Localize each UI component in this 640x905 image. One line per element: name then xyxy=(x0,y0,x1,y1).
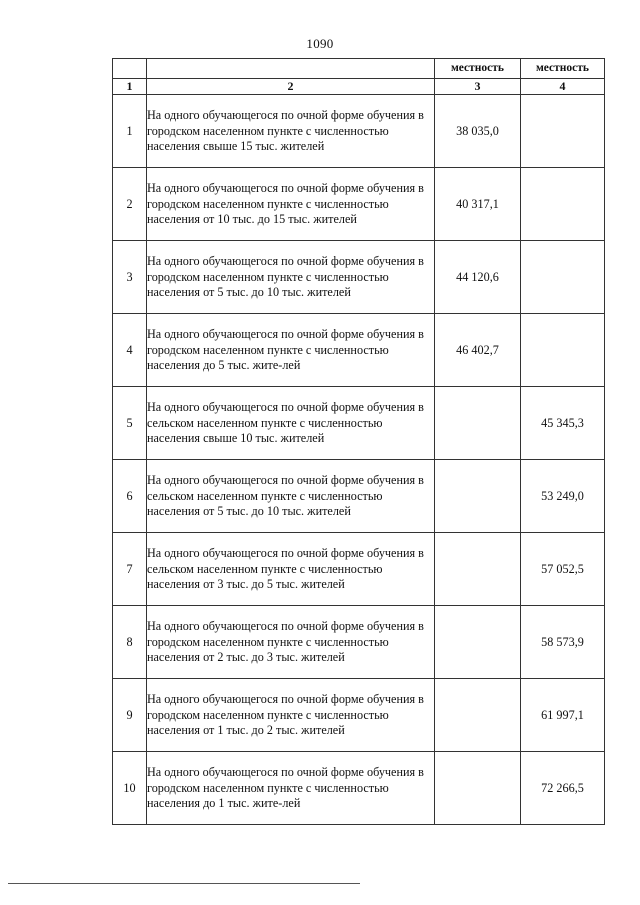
row-description: На одного обучающегося по очной форме обучения в городском населенном пункте с численностью населения от 2 тыс. до 3 тыс. жителей xyxy=(147,606,435,679)
row-value-urban: 44 120,6 xyxy=(435,241,521,314)
row-description: На одного обучающегося по очной форме обучения в городском населенном пункте с численностью населения до 5 тыс. жите-лей xyxy=(147,314,435,387)
header-cell-urban: местность xyxy=(435,59,521,79)
row-number: 4 xyxy=(113,314,147,387)
row-value-rural xyxy=(521,314,605,387)
table-row xyxy=(113,606,605,679)
header-cell xyxy=(147,59,435,79)
table-row xyxy=(113,95,605,168)
table-row xyxy=(113,387,605,460)
table-row xyxy=(113,533,605,606)
column-number-row xyxy=(113,79,605,95)
row-value-urban: 40 317,1 xyxy=(435,168,521,241)
table-row xyxy=(113,679,605,752)
row-description: На одного обучающегося по очной форме обучения в городском населенном пункте с численностью населения до 1 тыс. жите-лей xyxy=(147,752,435,825)
row-number: 3 xyxy=(113,241,147,314)
row-value-urban xyxy=(435,460,521,533)
column-number: 1 xyxy=(113,79,147,95)
row-value-urban: 38 035,0 xyxy=(435,95,521,168)
row-description: На одного обучающегося по очной форме обучения в сельском населенном пункте с численностью населения от 5 тыс. до 10 тыс. жителей xyxy=(147,460,435,533)
header-cell-rural: местность xyxy=(521,59,605,79)
row-value-rural: 58 573,9 xyxy=(521,606,605,679)
cost-norms-table xyxy=(112,58,605,825)
row-value-rural xyxy=(521,168,605,241)
table-row xyxy=(113,752,605,825)
row-number: 6 xyxy=(113,460,147,533)
column-number: 2 xyxy=(147,79,435,95)
row-value-rural: 53 249,0 xyxy=(521,460,605,533)
row-description: На одного обучающегося по очной форме обучения в сельском населенном пункте с численностью населения свыше 10 тыс. жителей xyxy=(147,387,435,460)
row-description: На одного обучающегося по очной форме обучения в сельском населенном пункте с численностью населения от 3 тыс. до 5 тыс. жителей xyxy=(147,533,435,606)
row-value-urban xyxy=(435,752,521,825)
row-value-rural xyxy=(521,95,605,168)
row-number: 1 xyxy=(113,95,147,168)
page-number: 1090 xyxy=(306,36,334,51)
page-bottom-rule xyxy=(8,883,360,884)
row-value-rural: 45 345,3 xyxy=(521,387,605,460)
row-value-urban xyxy=(435,606,521,679)
row-number: 10 xyxy=(113,752,147,825)
row-value-urban xyxy=(435,679,521,752)
row-number: 7 xyxy=(113,533,147,606)
row-description: На одного обучающегося по очной форме обучения в городском населенном пункте с численностью населения свыше 15 тыс. жителей xyxy=(147,95,435,168)
row-value-rural: 61 997,1 xyxy=(521,679,605,752)
row-number: 2 xyxy=(113,168,147,241)
row-number: 8 xyxy=(113,606,147,679)
header-cell xyxy=(113,59,147,79)
table-row xyxy=(113,460,605,533)
row-value-urban xyxy=(435,533,521,606)
row-description: На одного обучающегося по очной форме обучения в городском населенном пункте с численностью населения от 5 тыс. до 10 тыс. жителей xyxy=(147,241,435,314)
row-value-rural: 57 052,5 xyxy=(521,533,605,606)
table-row xyxy=(113,241,605,314)
column-number: 4 xyxy=(521,79,605,95)
row-number: 5 xyxy=(113,387,147,460)
row-value-urban xyxy=(435,387,521,460)
table-row xyxy=(113,314,605,387)
row-number: 9 xyxy=(113,679,147,752)
table-header-row xyxy=(113,59,605,79)
row-description: На одного обучающегося по очной форме обучения в городском населенном пункте с численностью населения от 10 тыс. до 15 тыс. жителей xyxy=(147,168,435,241)
row-value-rural xyxy=(521,241,605,314)
column-number: 3 xyxy=(435,79,521,95)
row-value-rural: 72 266,5 xyxy=(521,752,605,825)
row-description: На одного обучающегося по очной форме обучения в городском населенном пункте с численностью населения от 1 тыс. до 2 тыс. жителей xyxy=(147,679,435,752)
row-value-urban: 46 402,7 xyxy=(435,314,521,387)
table-row xyxy=(113,168,605,241)
